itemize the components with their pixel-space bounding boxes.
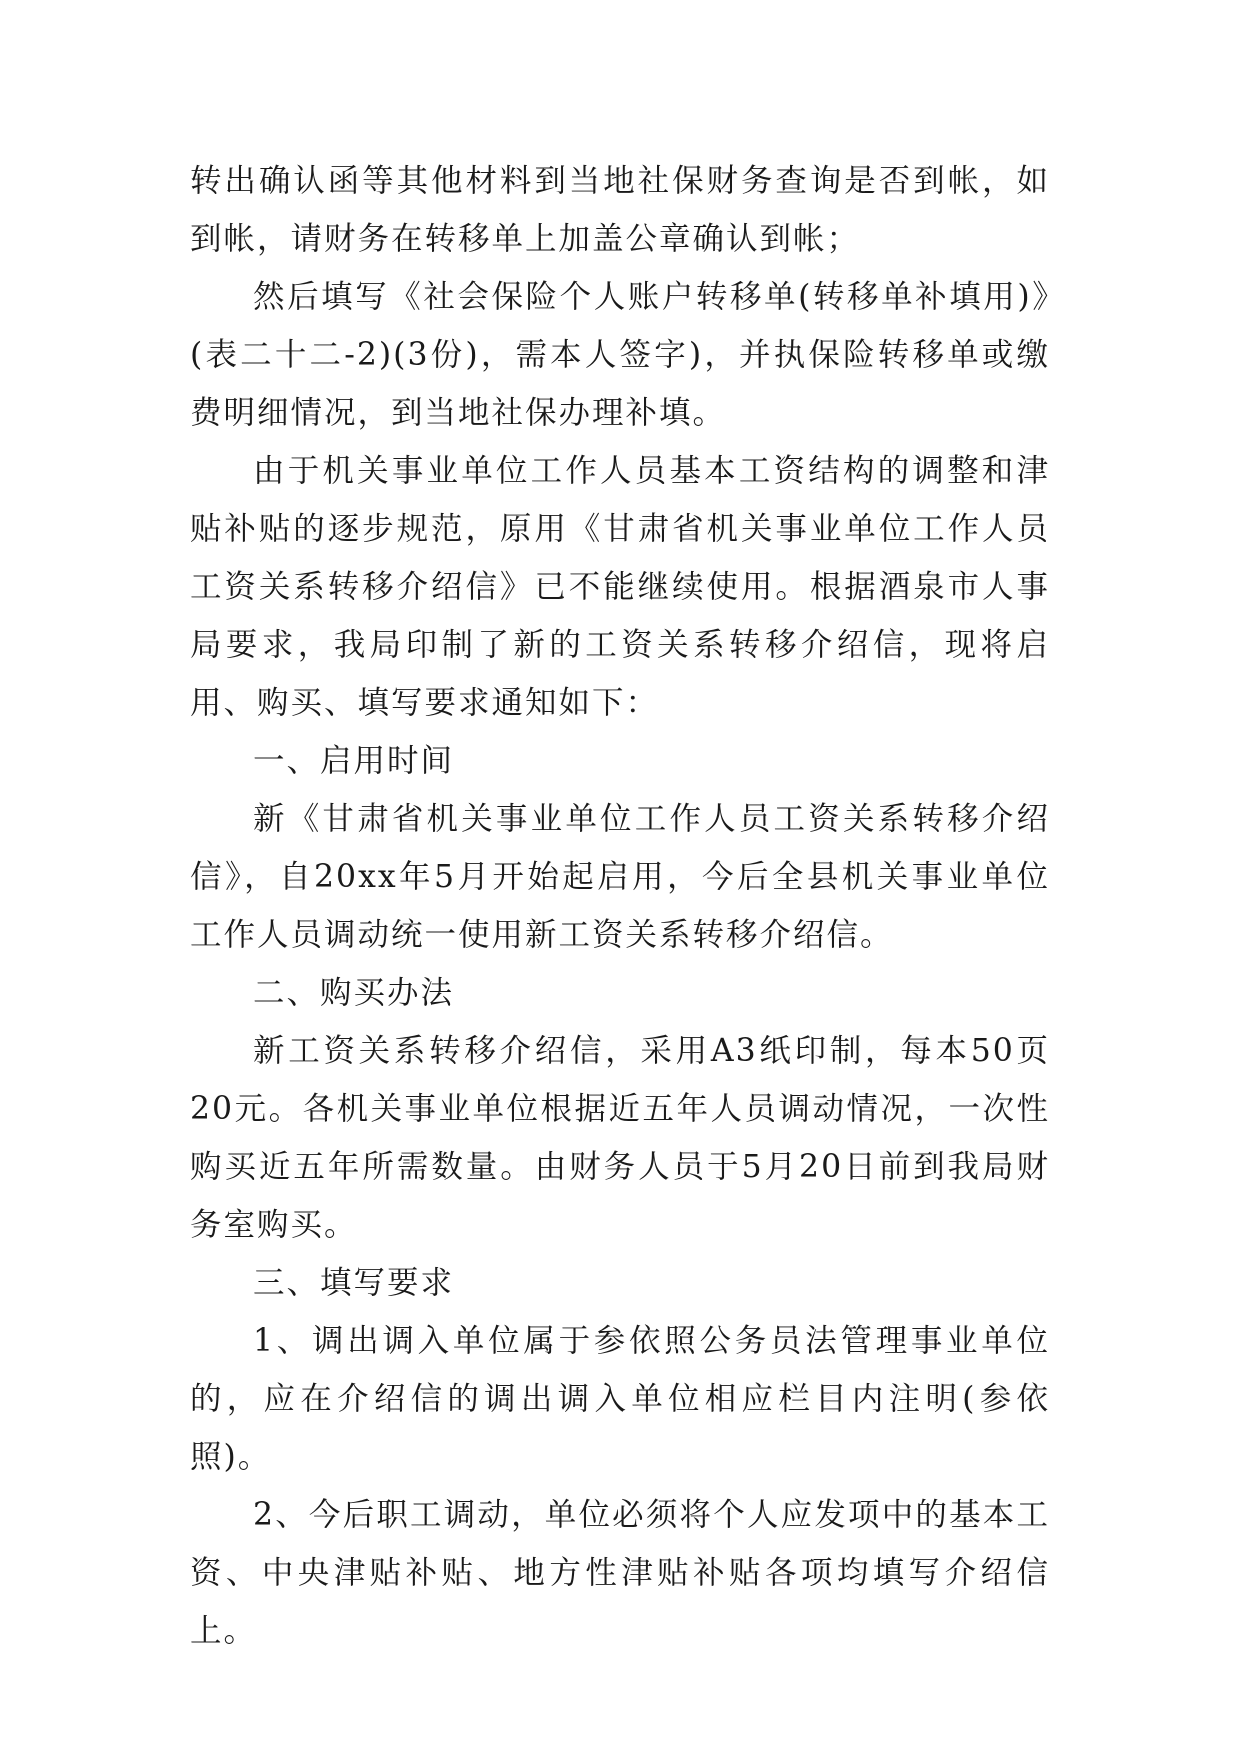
paragraph-transfer-confirmation: 转出确认函等其他材料到当地社保财务查询是否到帐，如到帐，请财务在转移单上加盖公章确认到帐；	[190, 163, 1050, 257]
document-body	[190, 152, 1050, 1660]
paragraph-requirement-1: 1、调出调入单位属于参依照公务员法管理事业单位的，应在介绍信的调出调入单位相应栏目内注明(参依照)。	[190, 1323, 1050, 1475]
paragraph-purchase-method: 新工资关系转移介绍信，采用A3纸印制，每本50页20元。各机关事业单位根据近五年人员调动情况，一次性购买近五年所需数量。由财务人员于5月20日前到我局财务室购买。	[190, 1033, 1050, 1243]
heading-start-time: 一、启用时间	[253, 743, 455, 779]
heading-purchase-method: 二、购买办法	[253, 975, 455, 1011]
paragraph-start-time: 新《甘肃省机关事业单位工作人员工资关系转移介绍信》，自20xx年5月开始起启用，今后全县机关事业单位工作人员调动统一使用新工资关系转移介绍信。	[190, 801, 1050, 953]
paragraph-requirement-2: 2、今后职工调动，单位必须将个人应发项中的基本工资、中央津贴补贴、地方性津贴补贴各项均填写介绍信上。	[190, 1497, 1050, 1649]
paragraph-fill-transfer-form: 然后填写《社会保险个人账户转移单(转移单补填用)》(表二十二-2)(3份)，需本人签字)，并执保险转移单或缴费明细情况，到当地社保办理补填。	[190, 279, 1050, 431]
paragraph-notice-intro: 由于机关事业单位工作人员基本工资结构的调整和津贴补贴的逐步规范，原用《甘肃省机关事业单位工作人员工资关系转移介绍信》已不能继续使用。根据酒泉市人事局要求，我局印制了新的工资关系转移介绍信，现将启用、购买、填写要求通知如下：	[190, 453, 1050, 721]
heading-fill-requirements: 三、填写要求	[253, 1265, 455, 1301]
